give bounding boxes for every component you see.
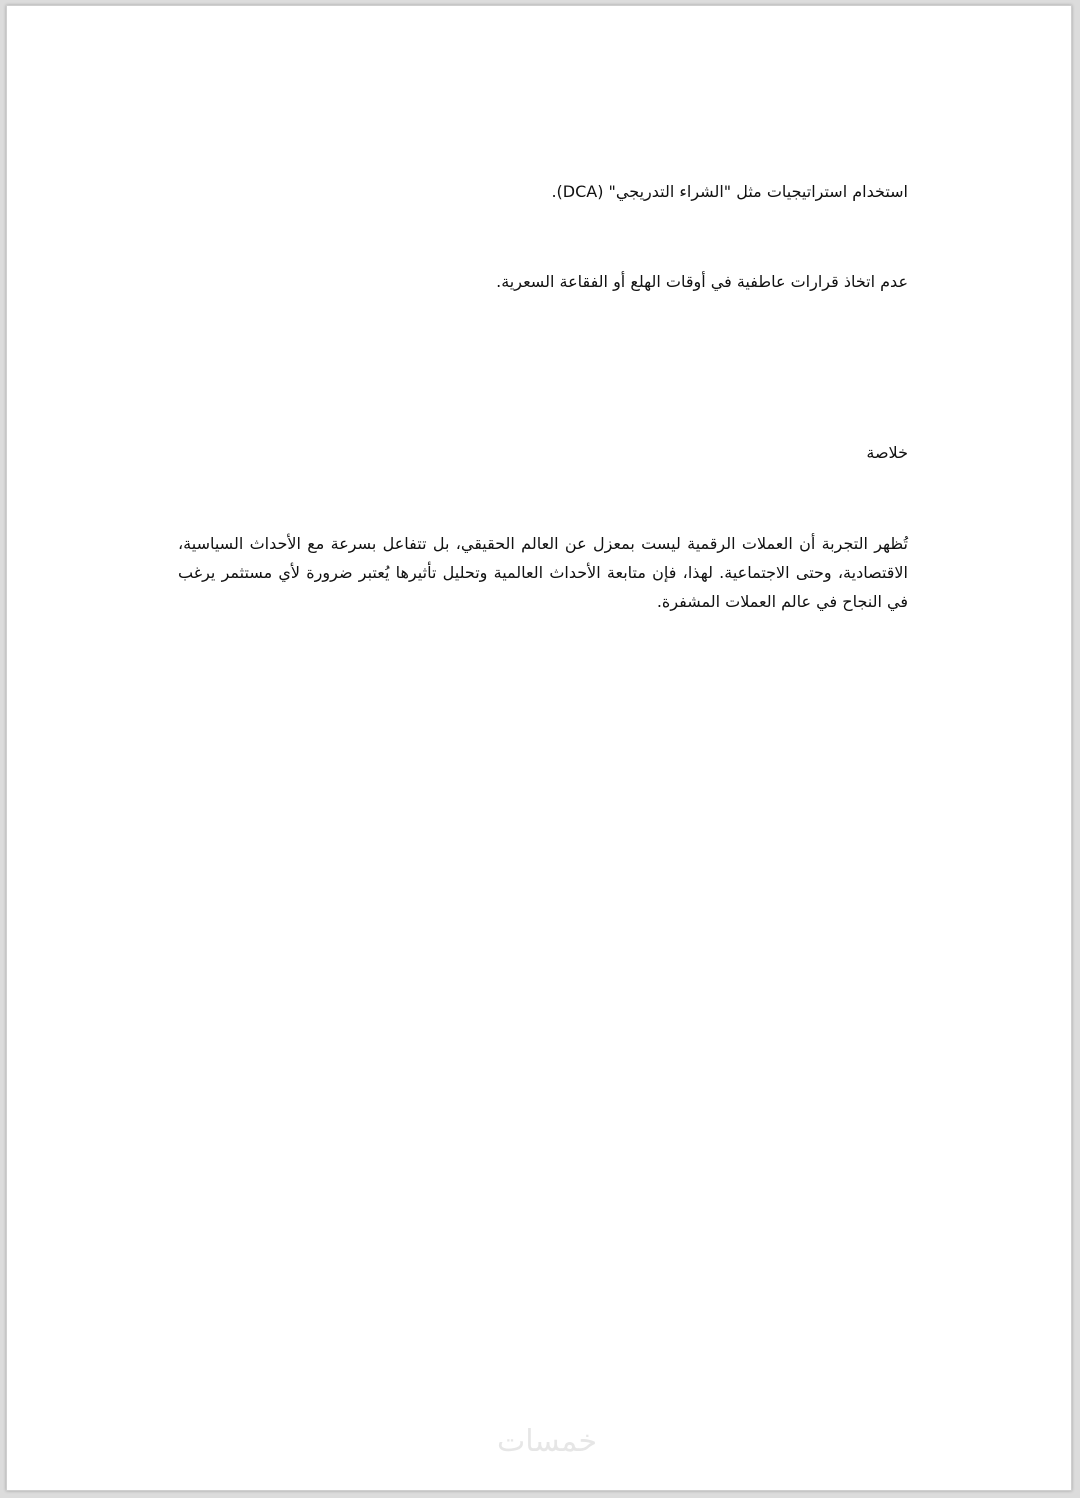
emotion-paragraph: عدم اتخاذ قرارات عاطفية في أوقات الهلع أو الفقاعة السعرية. [496,272,908,291]
strategy-paragraph: استخدام استراتيجيات مثل "الشراء التدريجي" (DCA). [551,182,908,201]
document-page [6,5,1072,1491]
section-heading: خلاصة [866,443,908,462]
conclusion-paragraph: تُظهر التجربة أن العملات الرقمية ليست بمعزل عن العالم الحقيقي، بل تتفاعل بسرعة مع الأحداث السياسية، الاقتصادية، وحتى الاجتماعية. لهذا، فإن متابعة الأحداث العالمية وتحليل تأثيرها يُعتبر ضرورة لأي مستثمر يرغب في النجاح في عالم العملات المشفرة. [178,534,908,611]
watermark-logo: خمسات [496,1424,598,1459]
